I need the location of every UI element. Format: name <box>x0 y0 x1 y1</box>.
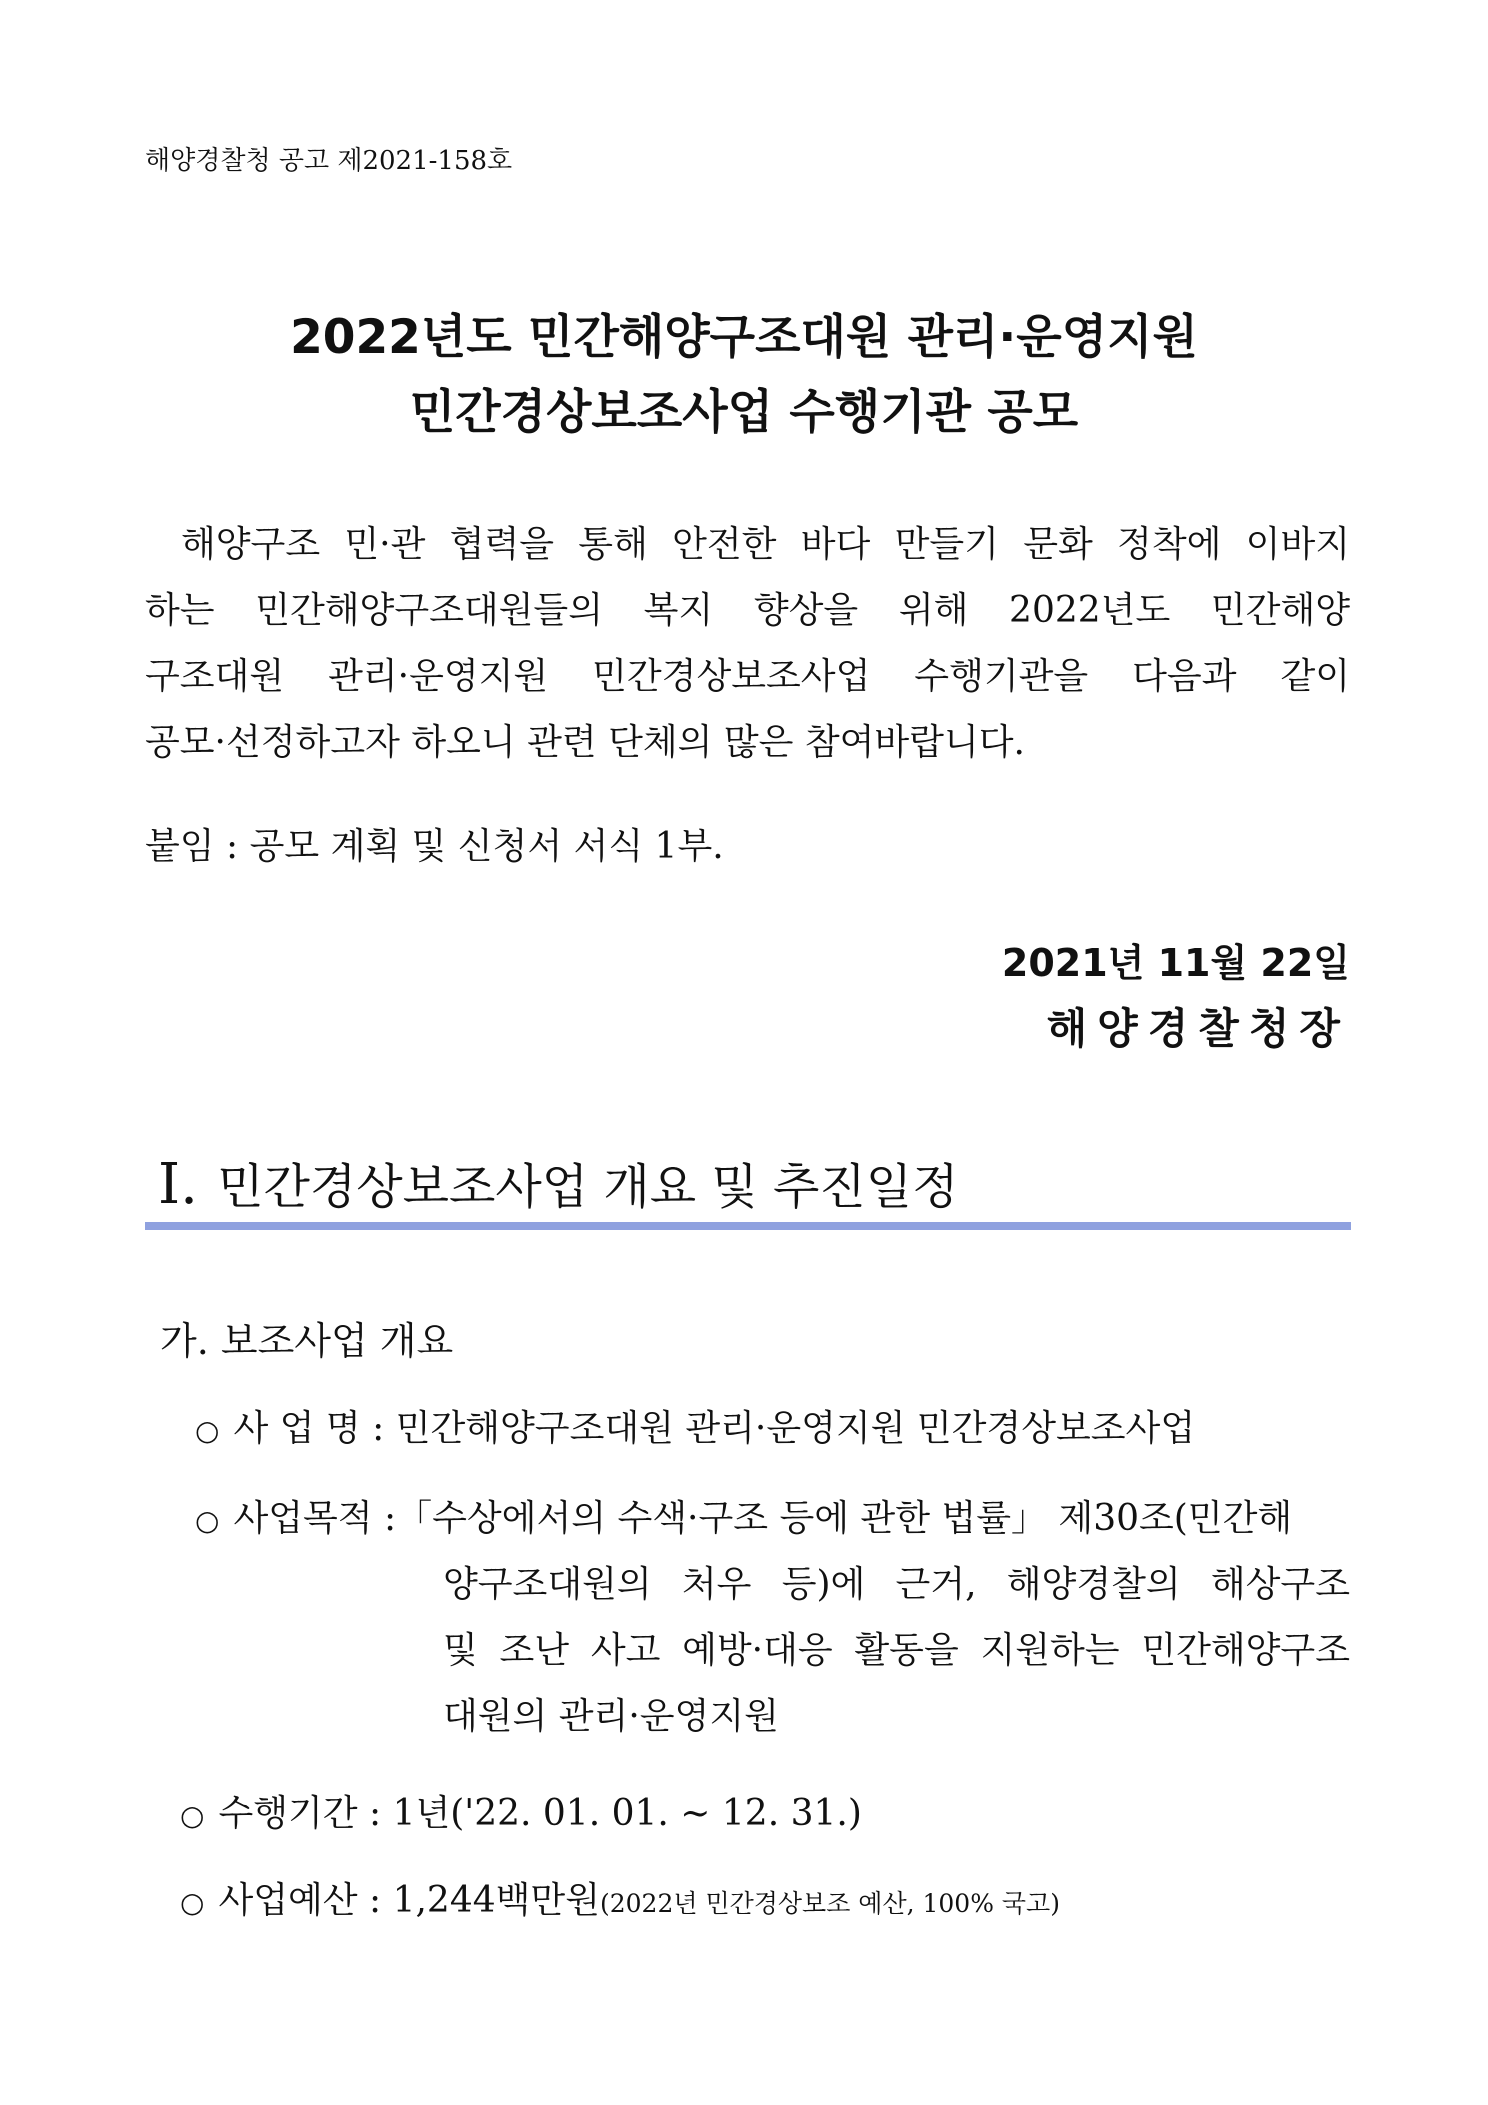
item-label: 수행기간 : <box>218 1793 382 1834</box>
item-continuation: 대원의 관리·운영지원 <box>443 1696 779 1737</box>
intro-line: 하는 민간해양구조대원들의 복지 향상을 위해 2022년도 민간해양 <box>145 590 1350 631</box>
item-label: 사업예산 : <box>218 1880 382 1921</box>
item-label: 사 업 명 : <box>233 1408 385 1449</box>
circle-bullet-icon: ○ <box>180 1886 205 1919</box>
circle-bullet-icon: ○ <box>180 1799 205 1832</box>
item-label: 사업목적 : <box>233 1498 397 1539</box>
section-heading <box>158 1148 958 1217</box>
circle-bullet-icon: ○ <box>195 1504 220 1537</box>
item-value: 1년('22. 01. 01. ~ 12. 31.) <box>392 1793 862 1834</box>
intro-line: 해양구조 민·관 협력을 통해 안전한 바다 만들기 문화 정착에 이바지 <box>181 524 1350 565</box>
issuer-name: 해양경찰청장 <box>1046 1004 1350 1053</box>
item-note: (2022년 민간경상보조 예산, 100% 국고) <box>599 1889 1060 1918</box>
item-budget <box>180 1872 1060 1923</box>
section-numeral: Ⅰ. <box>158 1152 198 1217</box>
item-value: 1,244백만원 <box>392 1880 600 1921</box>
notice-date: 2021년 11월 22일 <box>1001 941 1350 985</box>
item-value: 「수상에서의 수색·구조 등에 관한 법률」 제30조(민간해 <box>396 1498 1293 1539</box>
attachment-note: 붙임 : 공모 계획 및 신청서 서식 1부. <box>145 826 724 867</box>
circle-bullet-icon: ○ <box>195 1414 220 1447</box>
section-divider <box>145 1222 1351 1230</box>
section-title: 민간경상보조사업 개요 및 추진일정 <box>217 1159 959 1215</box>
item-period <box>180 1785 862 1836</box>
document-title-line-1: 2022년도 민간해양구조대원 관리·운영지원 <box>290 310 1198 365</box>
item-continuation: 및 조난 사고 예방·대응 활동을 지원하는 민간해양구조 <box>443 1630 1350 1671</box>
item-project-name <box>195 1400 1195 1451</box>
subsection-heading: 가. 보조사업 개요 <box>160 1319 454 1363</box>
intro-line: 구조대원 관리·운영지원 민간경상보조사업 수행기관을 다음과 같이 <box>145 656 1350 697</box>
notice-number: 해양경찰청 공고 제2021-158호 <box>145 146 513 176</box>
intro-paragraph <box>145 512 1350 776</box>
item-project-purpose <box>195 1490 1292 1541</box>
intro-line: 공모·선정하고자 하오니 관련 단체의 많은 참여바랍니다. <box>145 722 1025 763</box>
item-value: 민간해양구조대원 관리·운영지원 민간경상보조사업 <box>395 1408 1196 1449</box>
document-title-line-2: 민간경상보조사업 수행기관 공모 <box>409 385 1079 440</box>
item-continuation: 양구조대원의 처우 등)에 근거, 해양경찰의 해상구조 <box>443 1564 1350 1605</box>
